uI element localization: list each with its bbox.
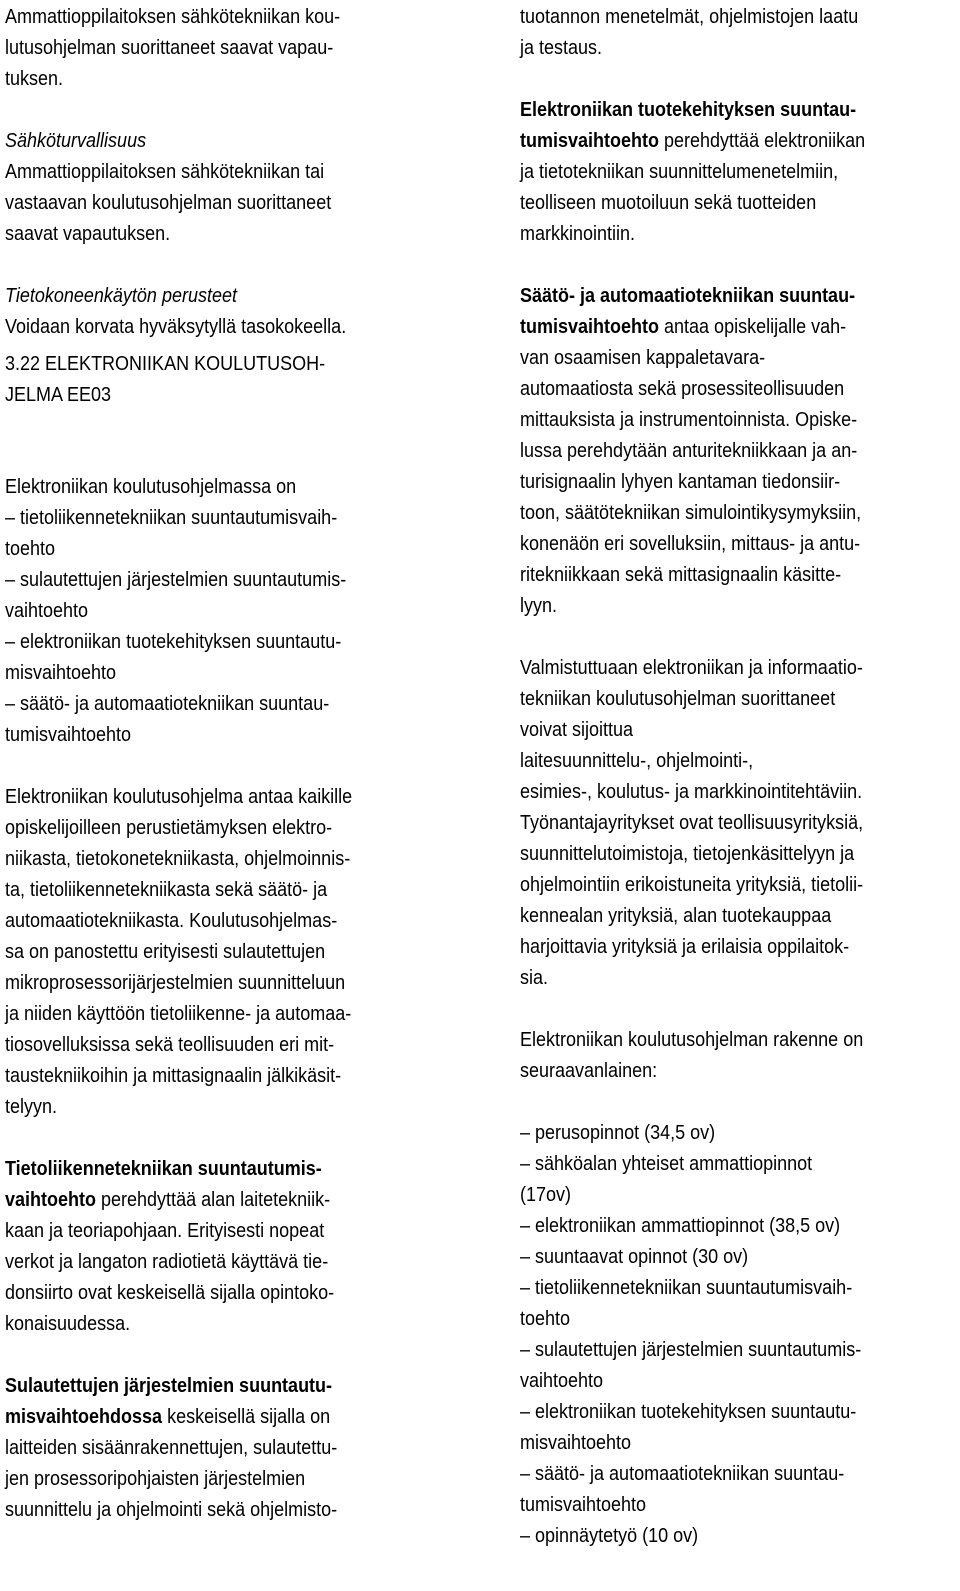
line-text: antaa opiskelijalle vah- (659, 316, 847, 338)
left-column-line (5, 1154, 322, 1184)
line-text: turisignaalin lyhyen kantaman tiedonsiir- (520, 471, 841, 493)
right-column-line (520, 95, 856, 125)
left-column-line (5, 472, 296, 502)
right-column-line (520, 560, 841, 590)
left-column-line (5, 157, 324, 187)
left-column-line (5, 689, 329, 719)
left-column-line (5, 968, 345, 998)
left-column-line (5, 596, 88, 626)
left-column-line (5, 1495, 337, 1525)
right-column-line (520, 219, 635, 249)
line-text: kennealan yrityksiä, alan tuotekauppaa (520, 905, 832, 927)
line-text: – sulautettujen järjestelmien suuntautumis- (5, 569, 347, 591)
line-text: ja niiden käyttöön tietoliikenne- ja automaa- (5, 1003, 352, 1025)
line-text: taustekniikoihin ja mittasignaalin jälkikäsit- (5, 1065, 342, 1087)
line-text: keskeisellä sijalla on (162, 1406, 331, 1428)
line-text: – säätö- ja automaatiotekniikan suuntau- (520, 1463, 845, 1485)
line-text: mittauksista ja instrumentoinnista. Opiske- (520, 409, 858, 431)
left-column-line (5, 64, 63, 94)
right-column-line (520, 839, 854, 869)
line-text: sia. (520, 967, 549, 989)
line-text: telyyn. (5, 1096, 58, 1118)
line-text: konenäön eri sovelluksiin, mittaus- ja antu- (520, 533, 861, 555)
line-text: seuraavanlainen: (520, 1060, 658, 1082)
line-text: van osaamisen kappaletavara- (520, 347, 766, 369)
line-text: vastaavan koulutusohjelman suorittaneet (5, 192, 332, 214)
right-column-line (520, 1211, 840, 1241)
line-text: kaan ja teoriapohjaan. Erityisesti nopeat (5, 1220, 325, 1242)
right-column-line (520, 777, 862, 807)
right-column-line (520, 1428, 631, 1458)
right-column-line (520, 1118, 715, 1148)
left-column-line (5, 33, 333, 63)
line-text: lyyn. (520, 595, 558, 617)
left-column-line (5, 349, 325, 379)
right-column-line (520, 529, 860, 559)
line-text: – sähköalan yhteiset ammattiopinnot (520, 1153, 813, 1175)
line-text: voivat sijoittua (520, 719, 634, 741)
right-column-line (520, 901, 831, 931)
left-column-line (5, 126, 146, 156)
line-text: – elektroniikan tuotekehityksen suuntautu- (520, 1401, 857, 1423)
line-text: toon, säätötekniikan simulointikysymyksiin, (520, 502, 862, 524)
line-text: Ammattioppilaitoksen sähkötekniikan kou- (5, 6, 341, 28)
line-text: Työnantajayritykset ovat teollisuusyrityksiä, (520, 812, 864, 834)
right-column-line (520, 467, 840, 497)
left-column-line (5, 1278, 334, 1308)
right-column-line (520, 1149, 812, 1179)
right-column-line (520, 1180, 571, 1210)
left-column-line (5, 312, 346, 342)
right-column-line (520, 1273, 852, 1303)
line-text: ohjelmointiin erikoistuneita yrityksiä, tietolii- (520, 874, 864, 896)
left-column-line (5, 782, 352, 812)
line-text: tekniikan koulutusohjelman suorittaneet (520, 688, 836, 710)
left-column-line (5, 534, 55, 564)
left-column-line (5, 627, 341, 657)
line-text: ritekniikkaan sekä mittasignaalin käsitte- (520, 564, 842, 586)
line-text: tiosovelluksissa sekä teollisuuden eri mit- (5, 1034, 335, 1056)
bold-lead: Tietoliikennetekniikan suuntautumis- (5, 1158, 322, 1180)
right-column-line (520, 157, 838, 187)
line-text: perehdyttää alan laitetekniik- (96, 1189, 331, 1211)
left-column-line (5, 1247, 328, 1277)
right-column-line (520, 932, 849, 962)
line-text: laitteiden sisäänrakennettujen, sulautettu- (5, 1437, 338, 1459)
bold-lead: Elektroniikan tuotekehityksen suuntau- (520, 99, 857, 121)
line-text: Elektroniikan koulutusohjelman rakenne on (520, 1029, 864, 1051)
bold-lead: misvaihtoehdossa (5, 1406, 163, 1428)
line-text: – elektroniikan ammattiopinnot (38,5 ov) (520, 1215, 841, 1237)
right-column-line (520, 1335, 861, 1365)
line-text: – säätö- ja automaatiotekniikan suuntau- (5, 693, 330, 715)
left-column-line (5, 188, 331, 218)
right-column-line (520, 1304, 570, 1334)
line-text: niikasta, tietokonetekniikasta, ohjelmoinnis- (5, 848, 351, 870)
right-column-line (520, 1025, 863, 1055)
right-column-line (520, 405, 857, 435)
right-column-line (520, 963, 548, 993)
left-column-line (5, 658, 116, 688)
right-column-line (520, 1242, 748, 1272)
right-column-line (520, 498, 861, 528)
line-text: harjoittavia yrityksiä ja erilaisia oppilaitok- (520, 936, 850, 958)
line-text: opiskelijoilleen perustietämyksen elektro- (5, 817, 333, 839)
line-text: – tietoliikennetekniikan suuntautumisvaih- (520, 1277, 853, 1299)
right-column-line (520, 126, 865, 156)
line-text: misvaihtoehto (520, 1432, 632, 1454)
right-column-line (520, 870, 863, 900)
right-column-line (520, 281, 855, 311)
left-column-line (5, 1464, 305, 1494)
line-text: perehdyttää elektroniikan (659, 130, 866, 152)
line-text: ja tietotekniikan suunnittelumenetelmiin, (520, 161, 839, 183)
bold-lead: Sulautettujen järjestelmien suuntautu- (5, 1375, 333, 1397)
line-text: – tietoliikennetekniikan suuntautumisvaih- (5, 507, 338, 529)
right-column-line (520, 312, 846, 342)
line-text: suunnittelu ja ohjelmointi sekä ohjelmisto- (5, 1499, 338, 1521)
line-text: sa on panostettu erityisesti sulautettujen (5, 941, 326, 963)
line-text: lutusohjelman suorittaneet saavat vapau- (5, 37, 334, 59)
line-text: automaatiotekniikasta. Koulutusohjelmas- (5, 910, 338, 932)
left-column-line (5, 937, 325, 967)
bold-lead: vaihtoehto (5, 1189, 97, 1211)
line-text: ja testaus. (520, 37, 603, 59)
line-text: Ammattioppilaitoksen sähkötekniikan tai (5, 161, 325, 183)
right-column-line (520, 684, 835, 714)
right-column-line (520, 2, 858, 32)
right-column-line (520, 653, 863, 683)
line-text: tuksen. (5, 68, 64, 90)
right-column-line (520, 1366, 603, 1396)
right-column-line (520, 591, 557, 621)
left-column-line (5, 281, 237, 311)
left-column-line (5, 565, 346, 595)
right-column-line (520, 1056, 657, 1086)
right-column-line (520, 746, 753, 776)
line-text: – opinnäytetyö (10 ov) (520, 1525, 699, 1547)
line-text: ta, tietoliikennetekniikasta sekä säätö- ja (5, 879, 328, 901)
line-text: donsiirto ovat keskeisellä sijalla opintoko- (5, 1282, 335, 1304)
right-column-line (520, 374, 844, 404)
line-text: toehto (520, 1308, 571, 1330)
line-text: toehto (5, 538, 56, 560)
right-column-line (520, 436, 857, 466)
line-text: JELMA EE03 (5, 384, 112, 406)
line-text: Voidaan korvata hyväksytyllä tasokokeella. (5, 316, 347, 338)
bold-lead: tumisvaihtoehto (520, 316, 660, 338)
left-column-line (5, 380, 111, 410)
left-column-line (5, 720, 131, 750)
line-text: jen prosessoripohjaisten järjestelmien (5, 1468, 306, 1490)
left-column-line (5, 844, 350, 874)
line-text: – elektroniikan tuotekehityksen suuntautu- (5, 631, 342, 653)
line-text: – suuntaavat opinnot (30 ov) (520, 1246, 749, 1268)
line-text: mikroprosessorijärjestelmien suunnitteluun (5, 972, 346, 994)
line-text: Elektroniikan koulutusohjelmassa on (5, 476, 297, 498)
line-text: – sulautettujen järjestelmien suuntautumis- (520, 1339, 862, 1361)
line-text: vaihtoehto (5, 600, 89, 622)
right-column-line (520, 343, 765, 373)
line-text: laitesuunnittelu-, ohjelmointi-, (520, 750, 754, 772)
line-text: verkot ja langaton radiotietä käyttävä tie- (5, 1251, 329, 1273)
right-column-line (520, 1397, 856, 1427)
line-text: – perusopinnot (34,5 ov) (520, 1122, 716, 1144)
left-column-line (5, 1061, 341, 1091)
line-text: 3.22 ELEKTRONIIKAN KOULUTUSOH- (5, 353, 326, 375)
left-column-line (5, 813, 332, 843)
left-column-line (5, 875, 327, 905)
left-column-line (5, 1092, 57, 1122)
line-text: misvaihtoehto (5, 662, 117, 684)
line-text: automaatiosta sekä prosessiteollisuuden (520, 378, 845, 400)
line-text: tumisvaihtoehto (5, 724, 132, 746)
line-text: saavat vapautuksen. (5, 223, 171, 245)
line-text: (17ov) (520, 1184, 572, 1206)
left-column-line (5, 1030, 334, 1060)
right-column-line (520, 715, 633, 745)
line-text: suunnittelutoimistoja, tietojenkäsittelyyn ja (520, 843, 855, 865)
left-column-line (5, 1371, 332, 1401)
right-column-line (520, 1490, 646, 1520)
left-column-line (5, 1216, 324, 1246)
left-column-line (5, 1433, 337, 1463)
line-text: Sähköturvallisuus (5, 130, 147, 152)
bold-lead: Säätö- ja automaatiotekniikan suuntau- (520, 285, 856, 307)
left-column-line (5, 1309, 130, 1339)
line-text: teolliseen muotoiluun sekä tuotteiden (520, 192, 817, 214)
left-column-line (5, 999, 351, 1029)
right-column-line (520, 808, 863, 838)
left-column-line (5, 1402, 330, 1432)
line-text: esimies-, koulutus- ja markkinointitehtäviin. (520, 781, 863, 803)
right-column-line (520, 1521, 698, 1551)
line-text: Elektroniikan koulutusohjelma antaa kaikille (5, 786, 353, 808)
line-text: markkinointiin. (520, 223, 636, 245)
right-column-line (520, 1459, 844, 1489)
left-column-line (5, 906, 337, 936)
right-column-line (520, 33, 602, 63)
line-text: Valmistuttuaan elektroniikan ja informaatio- (520, 657, 863, 679)
bold-lead: tumisvaihtoehto (520, 130, 660, 152)
line-text: vaihtoehto (520, 1370, 604, 1392)
left-column-line (5, 503, 337, 533)
line-text: tumisvaihtoehto (520, 1494, 647, 1516)
line-text: konaisuudessa. (5, 1313, 131, 1335)
line-text: tuotannon menetelmät, ohjelmistojen laatu (520, 6, 859, 28)
line-text: lussa perehdytään anturitekniikkaan ja an- (520, 440, 858, 462)
left-column-line (5, 2, 340, 32)
left-column-line (5, 1185, 330, 1215)
left-column-line (5, 219, 170, 249)
line-text: Tietokoneenkäytön perusteet (5, 285, 238, 307)
right-column-line (520, 188, 816, 218)
